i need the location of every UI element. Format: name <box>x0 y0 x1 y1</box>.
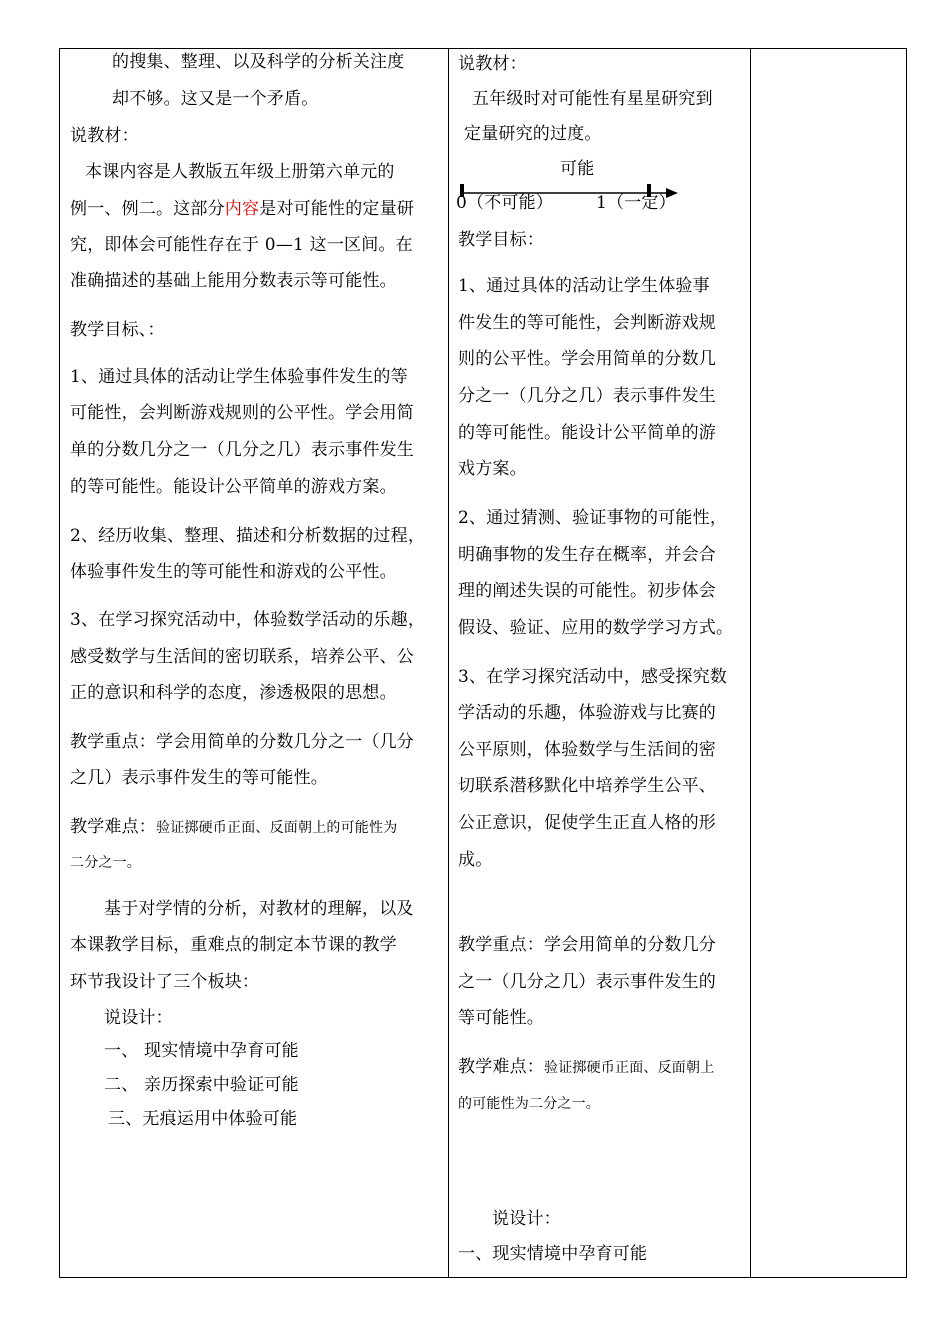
text-line: 明确事物的发生存在概率，并会合 <box>458 545 716 565</box>
list-item: 二、 亲历探索中验证可能 <box>104 1075 299 1095</box>
text-line: 戏方案。 <box>458 459 527 479</box>
section-heading: 说教材： <box>70 126 139 146</box>
text-line: 的搜集、整理、以及科学的分析关注度 <box>112 52 405 72</box>
section-heading: 教学目标： <box>458 230 544 250</box>
text-line: 感受数学与生活间的密切联系，培养公平、公 <box>70 647 414 667</box>
text-line: 3、在学习探究活动中，体验数学活动的乐趣， <box>70 610 426 630</box>
text-line: 1、通过具体的活动让学生体验事件发生的等 <box>70 367 408 387</box>
text-line: 五年级时对可能性有星星研究到 <box>472 89 713 109</box>
text-line: 理的阐述失误的可能性。初步体会 <box>458 581 716 601</box>
column-divider-left <box>448 49 449 1277</box>
text-line: 本课内容是人教版五年级上册第六单元的 <box>85 162 395 182</box>
text-line: 单的分数几分之一（几分之几）表示事件发生 <box>70 440 414 460</box>
text-line: 教学重点：学会用简单的分数几分之一（几分 <box>70 732 414 752</box>
number-line-label: 可能 <box>560 159 595 179</box>
number-line-start: 0（不可能） <box>456 193 554 213</box>
text-line: 教学难点：验证掷硬币正面、反面朝上的可能性为 <box>70 817 398 837</box>
text-line: 教学重点：学会用简单的分数几分 <box>458 935 716 955</box>
text-line: 的等可能性。能设计公平简单的游戏方案。 <box>70 477 397 497</box>
text-line: 等可能性。 <box>458 1008 544 1028</box>
section-heading: 教学目标、： <box>70 320 165 340</box>
text-line: 学活动的乐趣，体验游戏与比赛的 <box>458 703 716 723</box>
text-line: 可能性，会判断游戏规则的公平性。学会用简 <box>70 403 414 423</box>
text-line: 公正意识，促使学生正直人格的形 <box>458 813 716 833</box>
text-line: 之一（几分之几）表示事件发生的 <box>458 972 716 992</box>
section-heading: 说设计： <box>492 1209 561 1229</box>
text-line: 2、经历收集、整理、描述和分析数据的过程， <box>70 526 426 546</box>
text-line: 的可能性为二分之一。 <box>458 1096 600 1112</box>
list-item: 一、现实情境中孕育可能 <box>458 1244 648 1264</box>
text-line: 则的公平性。学会用简单的分数几 <box>458 349 716 369</box>
text-line: 教学难点：验证掷硬币正面、反面朝上 <box>458 1057 715 1077</box>
text-line: 基于对学情的分析，对教材的理解，以及 <box>104 899 414 919</box>
list-item: 一、 现实情境中孕育可能 <box>104 1041 299 1061</box>
text-line: 却不够。这又是一个矛盾。 <box>112 89 319 109</box>
highlight-text: 内容 <box>224 199 260 219</box>
text-line: 公平原则，体验数学与生活间的密 <box>458 740 716 760</box>
section-heading: 说教材： <box>458 54 527 74</box>
text-line: 二分之一。 <box>70 855 141 871</box>
text-line: 假设、验证、应用的数学学习方式。 <box>458 618 734 638</box>
text-line: 定量研究的过度。 <box>464 124 602 144</box>
text-line: 1、通过具体的活动让学生体验事 <box>458 276 710 296</box>
text-line: 3、在学习探究活动中，感受探究数 <box>458 667 728 687</box>
text-line: 分之一（几分之几）表示事件发生 <box>458 386 716 406</box>
text-line: 的等可能性。能设计公平简单的游 <box>458 423 716 443</box>
text-line: 成。 <box>458 850 493 870</box>
number-line-end: 1（一定） <box>596 193 676 213</box>
text-line: 2、通过猜测、验证事物的可能性， <box>458 508 728 528</box>
column-divider-right <box>750 49 751 1277</box>
text-line: 切联系潜移默化中培养学生公平、 <box>458 776 716 796</box>
text-line: 体验事件发生的等可能性和游戏的公平性。 <box>70 562 397 582</box>
text-line: 件发生的等可能性，会判断游戏规 <box>458 313 716 333</box>
section-heading: 说设计： <box>104 1008 173 1028</box>
text-line: 准确描述的基础上能用分数表示等可能性。 <box>70 271 397 291</box>
text-line: 本课教学目标，重难点的制定本节课的教学 <box>70 935 397 955</box>
text-line: 例一、例二。这部分内容是对可能性的定量研 <box>70 199 415 219</box>
text-line: 之几）表示事件发生的等可能性。 <box>70 768 328 788</box>
list-item: 三、无痕运用中体验可能 <box>108 1109 298 1129</box>
text-line: 正的意识和科学的态度，渗透极限的思想。 <box>70 683 397 703</box>
text-line: 究，即体会可能性存在于 0—1 这一区间。在 <box>70 235 413 255</box>
text-line: 环节我设计了三个板块： <box>70 972 260 992</box>
